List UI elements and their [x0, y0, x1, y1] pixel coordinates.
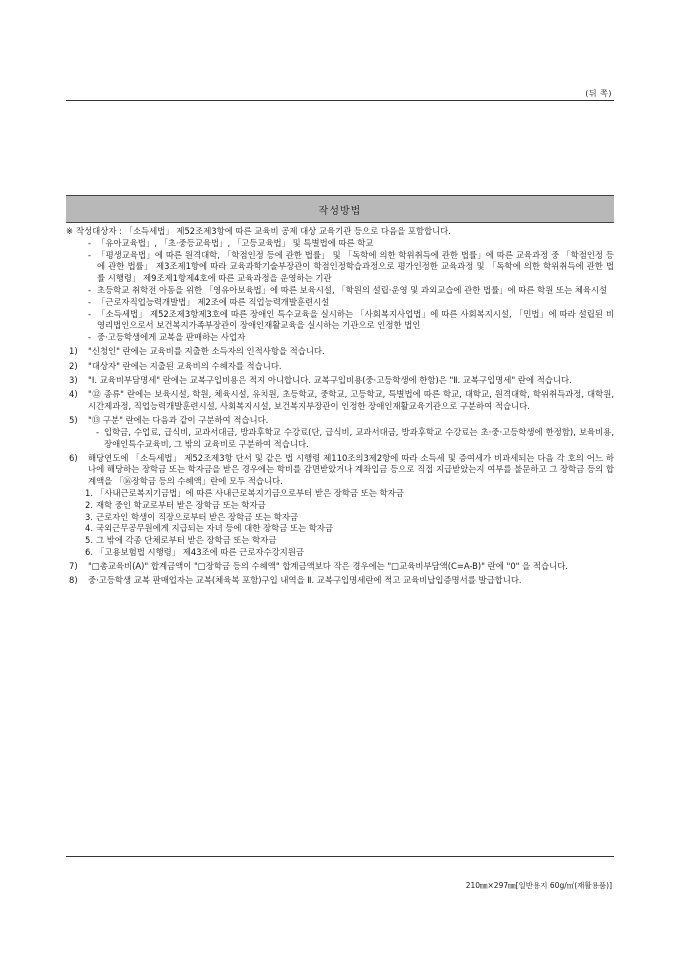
- instruction-text: "Ⅰ. 교육비부담명세" 란에는 교복구입비용은 적지 아니합니다. 교복구입비용(중·고등학생에 한함)은 "Ⅱ. 교복구입명세" 란에 적습니다.: [88, 374, 572, 385]
- instruction-marker: -: [88, 308, 92, 319]
- instruction-row: [66, 575, 614, 587]
- instruction-row: [66, 309, 614, 333]
- method-body: [66, 223, 614, 587]
- instruction-marker: 6): [69, 452, 78, 463]
- instruction-text: 작성대상자 : 「소득세법」 제52조제3항에 따른 교육비 공제 대상 교육기관 등으로 다음을 포함합니다.: [76, 226, 451, 236]
- instruction-row: [66, 285, 614, 297]
- instruction-marker: 8): [69, 575, 78, 586]
- instruction-text: 「고용보험법 시행령」 제43조에 따른 근로자수강지원금: [96, 547, 304, 558]
- instruction-text: 그 밖에 각종 단체로부터 받은 장학금 또는 학자금: [96, 535, 277, 546]
- instruction-text: 국외근무공무원에게 지급되는 자녀 등에 대한 장학금 또는 학자금: [96, 523, 334, 534]
- instruction-marker: 2.: [85, 499, 93, 510]
- instruction-text: 「유아교육법」, 「초·중등교육법」, 「고등교육법」 및 특별법에 따른 학교: [97, 237, 374, 248]
- instruction-text: 중·고등학생에게 교복을 판매하는 사업자: [97, 332, 246, 343]
- instruction-marker: -: [88, 332, 92, 343]
- instruction-marker: 3.: [85, 511, 93, 522]
- instruction-text: 입학금, 수업료, 급식비, 교과서대금, 방과후학교 수강료(단, 급식비, 교과서대금, 방과후학교 수강료는 초·중·고등학생에 한정함), 보육비용, 장애인특수교육비, 그 밖의 교육비로 구분하여 적습니다.: [104, 426, 614, 449]
- instruction-row: [66, 250, 614, 285]
- instruction-text: 근로자인 학생이 직장으로부터 받은 장학금 또는 학자금: [96, 511, 299, 522]
- instruction-row: [66, 488, 614, 500]
- instruction-row: [66, 375, 614, 387]
- method-header: [66, 195, 614, 223]
- back-side-label: (뒤 쪽): [585, 89, 612, 98]
- instruction-text: 초등학교 취학전 아동을 위한 「영유아보육법」에 따른 보육시설, 「학원의 설립·운영 및 과외교습에 관한 법률」에 따른 학원 또는 체육시설: [97, 284, 608, 295]
- instruction-row: [66, 523, 614, 535]
- instruction-marker: ※: [66, 226, 74, 236]
- instruction-text: 「근로자직업능력개발법」 제2조에 따른 직업능력개발훈련시설: [97, 296, 330, 307]
- instruction-marker: 1): [69, 346, 78, 357]
- instruction-row: [66, 361, 614, 373]
- paper-spec: 210㎜×297㎜[일반용지 60g/㎡(재활용품)]: [465, 881, 612, 890]
- top-divider: [66, 100, 614, 101]
- instruction-marker: 3): [69, 374, 78, 385]
- instruction-marker: 5): [69, 414, 78, 425]
- writing-method-panel: [66, 195, 614, 587]
- instruction-marker: -: [88, 249, 92, 260]
- instruction-marker: 6.: [85, 547, 93, 558]
- instruction-marker: -: [96, 426, 100, 437]
- instruction-text: "□총교육비(A)" 합계금액이 "□장학금 등의 수혜액" 합계금액보다 작은 경우에는 "□교육비부담액(C=A-B)" 란에 "0" 을 적습니다.: [88, 561, 568, 572]
- instruction-text: "⑫ 종류" 란에는 보육시설, 학원, 체육시설, 유치원, 초등학교, 중학교, 고등학교, 특별법에 따른 학교, 대학교, 원격대학, 학위취득과정, 대학원, 시간제과정, 직업능력개발훈련시설, 사회복지시설, 보건복지부장관이 인정한 장애인재활교육기관으로 구분하여 적습니다.: [88, 388, 614, 411]
- instruction-marker: 7): [69, 561, 78, 572]
- instruction-row: [66, 453, 614, 488]
- instruction-text: 「소득세법」 제52조제3항제3호에 따른 장애인 특수교육을 실시하는 「사회복지사업법」에 따른 사회복지시설, 「민법」에 따라 설립된 비영리법인으로서 보건복지가족부장관이 장애인재활교육을 실시하는 기관으로 인정한 법인: [97, 308, 614, 331]
- instruction-row: [66, 500, 614, 512]
- instruction-row: [66, 332, 614, 344]
- instruction-row: [66, 547, 614, 559]
- instruction-marker: 4): [69, 388, 78, 399]
- instruction-row: [66, 389, 614, 413]
- instruction-marker: 1.: [85, 488, 93, 499]
- instruction-marker: -: [88, 296, 92, 307]
- instruction-text: 해당연도에 「소득세법」 제52조제3항 단서 및 같은 법 시행령 제110조의3제2항에 따라 소득세 및 증여세가 비과세되는 다음 각 호의 어느 하나에 해당하는 장학금 또는 학자금을 받은 경우에는 학비를 감면받았거나 계좌입금 등으로 직접 지급받았는지 여부를 불문하고 그 장학금 등의 합계액을 「⑯장학금 등의 수혜액」란에 모두 적습니다.: [88, 452, 614, 487]
- instruction-marker: 2): [69, 360, 78, 371]
- instruction-text: 재학 중인 학교로부터 받은 장학금 또는 학자금: [96, 499, 266, 510]
- instruction-marker: 4.: [85, 523, 93, 534]
- instruction-marker: 5.: [85, 535, 93, 546]
- instruction-marker: -: [88, 237, 92, 248]
- instruction-text: "대상자" 란에는 지출된 교육비의 수혜자를 적습니다.: [88, 360, 282, 371]
- instruction-row: [66, 226, 614, 238]
- instruction-row: [66, 561, 614, 573]
- instruction-row: [66, 512, 614, 524]
- instruction-row: [66, 535, 614, 547]
- instruction-marker: -: [88, 284, 92, 295]
- method-title: 작성방법: [318, 205, 362, 217]
- instruction-text: 「사내근로복지기금법」에 따른 사내근로복지기금으로부터 받은 장학금 또는 학자금: [96, 488, 404, 499]
- instruction-row: [66, 346, 614, 358]
- instruction-row: [66, 238, 614, 250]
- instruction-text: 중·고등학생 교복 판매업자는 교복(체육복 포함)구입 내역을 Ⅱ. 교복구입명세란에 적고 교육비납입증명서를 발급합니다.: [88, 575, 522, 586]
- instruction-row: [66, 415, 614, 427]
- instruction-text: 「평생교육법」에 따른 원격대학, 「학점인정 등에 관한 법률」 및 「독학에 의한 학위취득에 관한 법률」에 따른 교육과정 중 「학점인정 등에 관한 법률」 제3조제1항에 따라 교육과학기술부장관이 학점인정학습과정으로 평가인정한 교육과정 및 「독학에 의한 학위취득에 관한 법률 시행령」 제9조제1항제4호에 따른 교육과정을 운영하는 기관: [97, 249, 614, 284]
- instruction-text: "신청인" 란에는 교육비를 지출한 소득자의 인적사항을 적습니다.: [88, 346, 325, 357]
- instruction-row: [66, 297, 614, 309]
- bottom-divider: [66, 856, 614, 857]
- instruction-row: [66, 427, 614, 451]
- instruction-text: "⑬ 구분" 란에는 다음과 같이 구분하여 적습니다.: [88, 414, 269, 425]
